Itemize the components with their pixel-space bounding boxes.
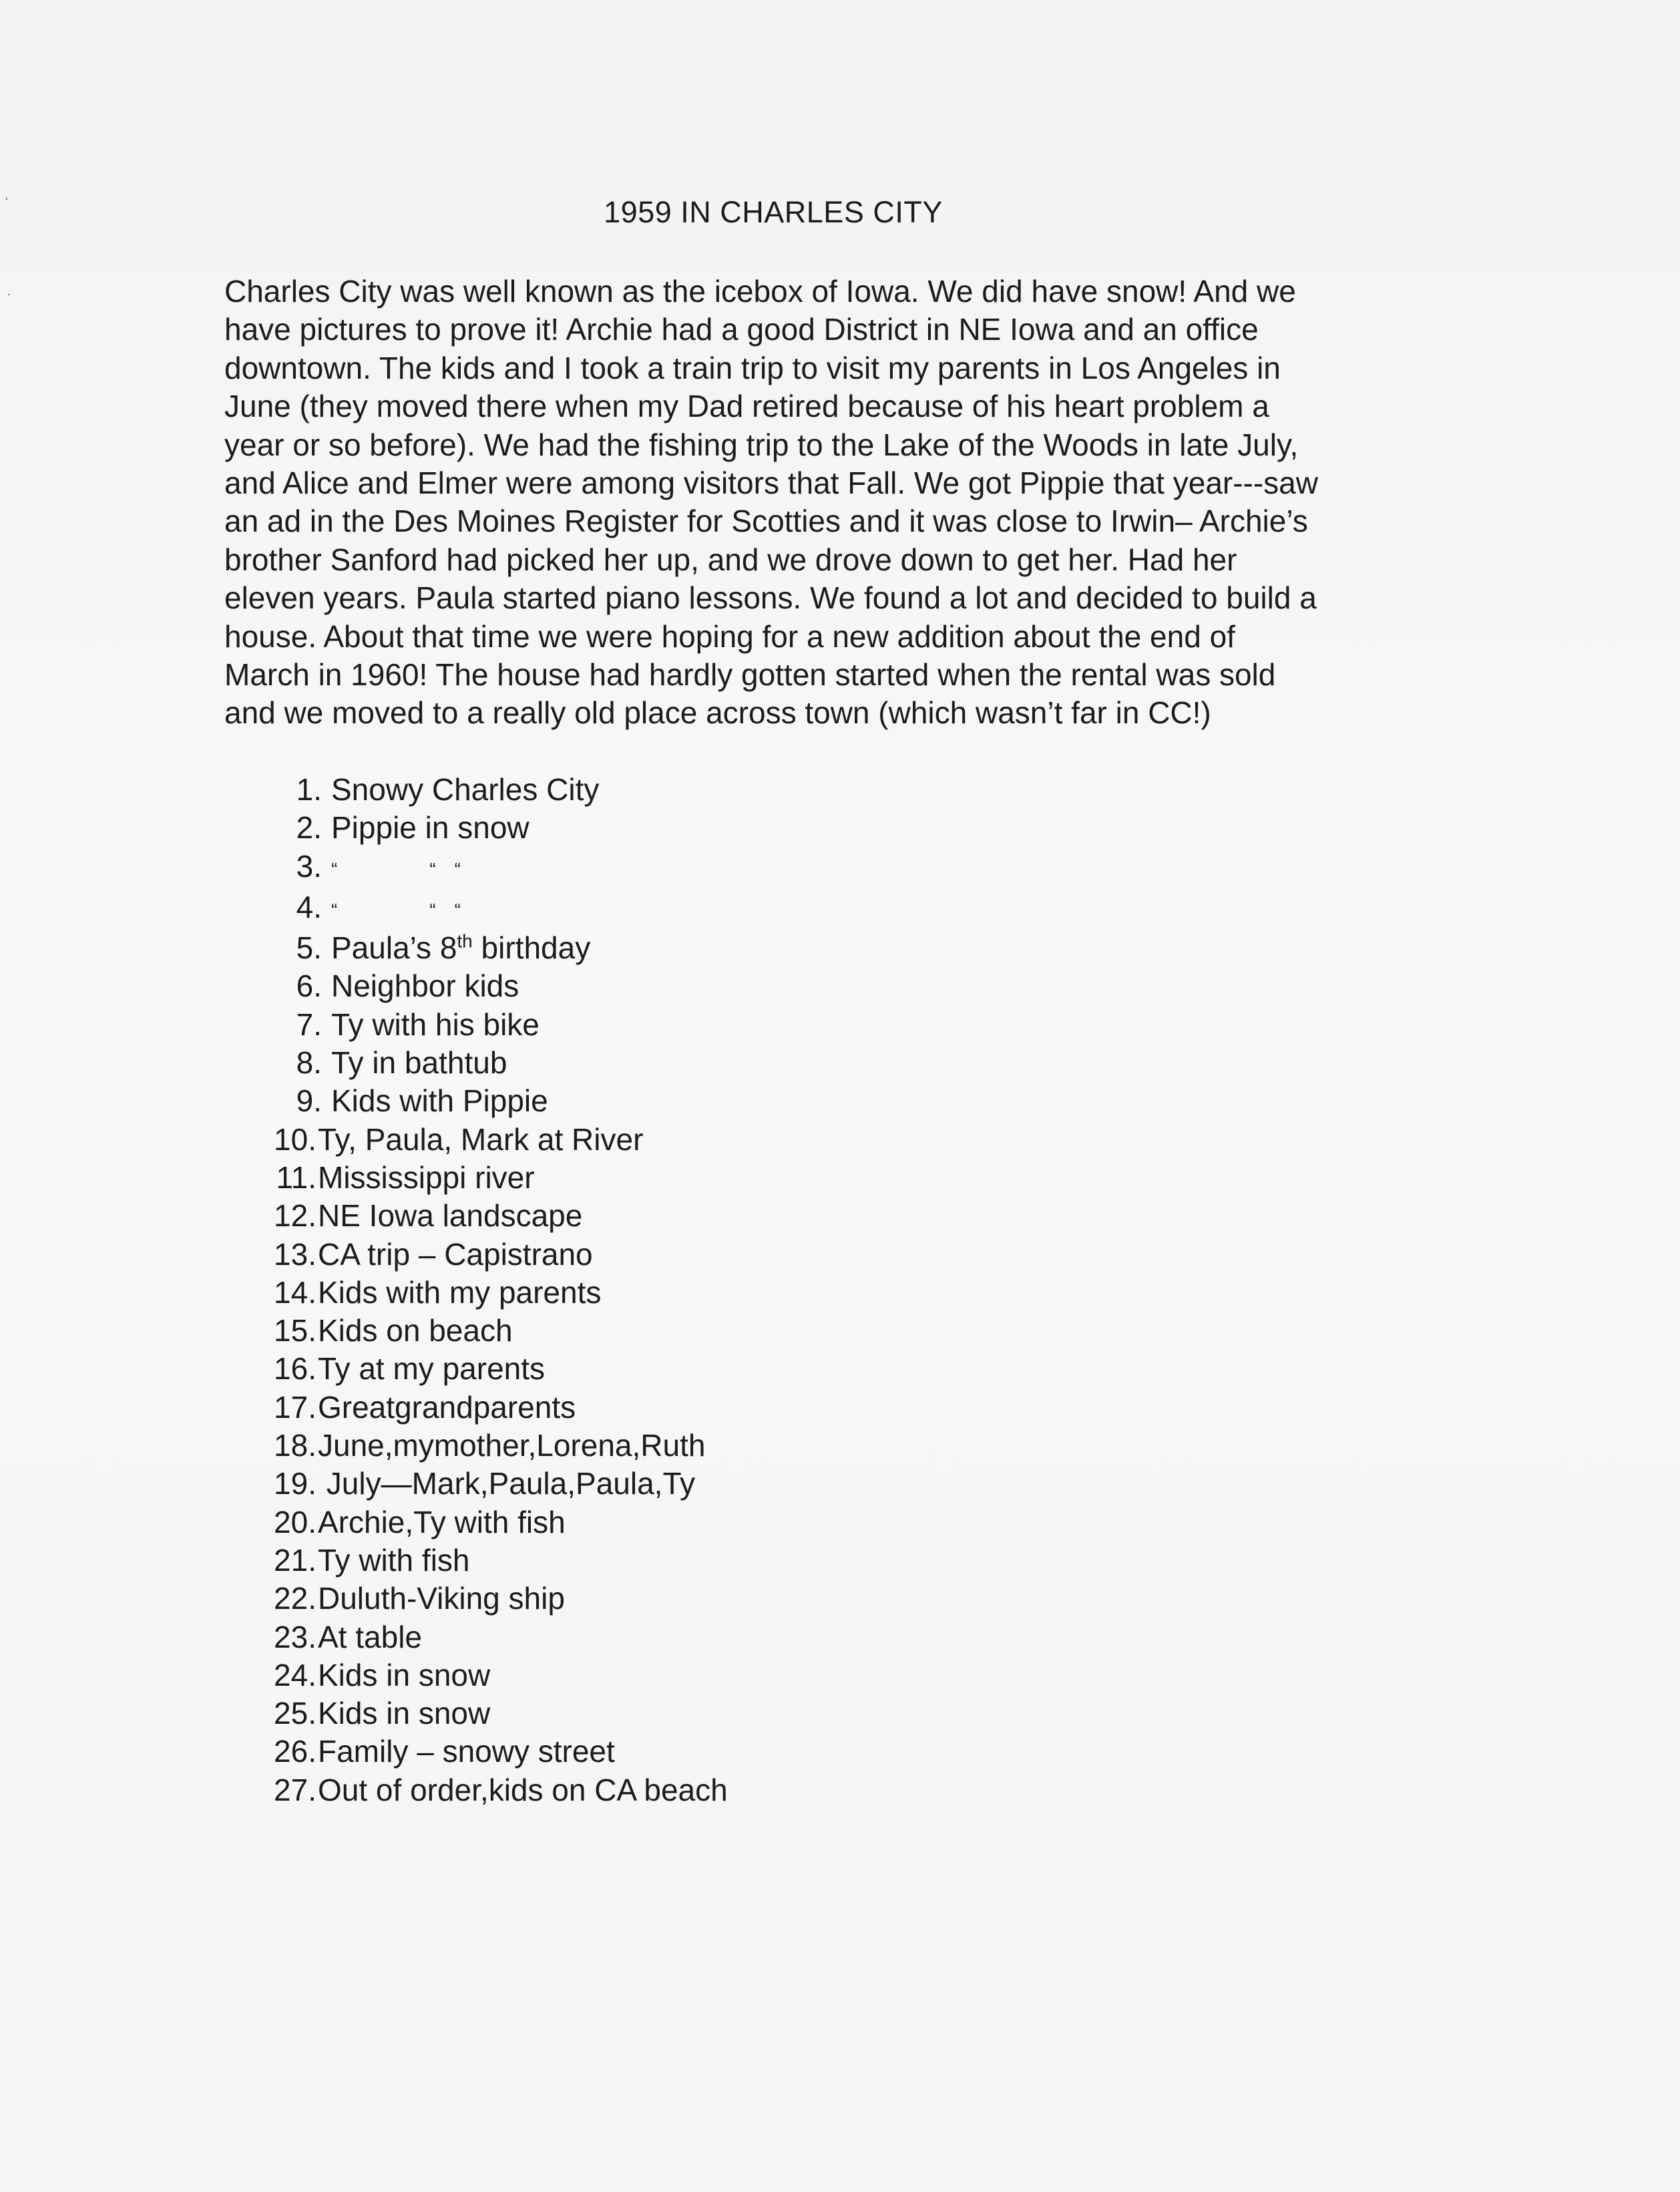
list-item xyxy=(267,1121,728,1159)
list-text: CA trip – Capistrano xyxy=(318,1236,593,1272)
ditto-mark: “ xyxy=(331,858,338,880)
list-number: 5. xyxy=(296,930,322,966)
list-item xyxy=(267,1694,728,1732)
list-number: 9. xyxy=(296,1083,322,1119)
list-number: 16. xyxy=(274,1351,317,1387)
list-number: 2. xyxy=(296,810,322,846)
list-item xyxy=(267,1236,728,1274)
ditto-mark: “ xyxy=(454,858,461,880)
list-item xyxy=(267,1389,728,1427)
list-item xyxy=(267,1197,728,1235)
list-text: Neighbor kids xyxy=(331,968,519,1004)
list-number: 6. xyxy=(296,968,322,1004)
list-number: 25. xyxy=(274,1696,317,1731)
ditto-mark: “ xyxy=(429,899,436,920)
list-text: Kids with my parents xyxy=(318,1274,602,1310)
photo-list xyxy=(267,771,728,1809)
list-number: 22. xyxy=(274,1581,317,1616)
document-title: 1959 IN CHARLES CITY xyxy=(604,195,943,229)
list-item xyxy=(267,1656,728,1694)
list-item xyxy=(267,929,728,967)
list-text: Ty with fish xyxy=(318,1542,470,1578)
list-item xyxy=(267,1465,728,1503)
list-number: 8. xyxy=(296,1045,322,1081)
list-item xyxy=(267,771,728,809)
list-item xyxy=(267,848,728,888)
list-item xyxy=(267,1006,728,1044)
paragraph-line: and Alice and Elmer were among visitors that Fall. We got Pippie that year---saw xyxy=(224,466,1318,501)
list-number: 4. xyxy=(296,889,322,924)
list-number: 20. xyxy=(274,1504,317,1539)
list-number: 11. xyxy=(276,1159,317,1195)
paragraph-line: house. About that time we were hoping for a new addition about the end of xyxy=(224,618,1235,654)
list-text xyxy=(331,929,590,967)
list-item xyxy=(267,809,728,847)
list-text: June,mymother,Lorena,Ruth xyxy=(318,1428,706,1463)
list-number: 12. xyxy=(274,1198,317,1234)
list-item xyxy=(267,1274,728,1312)
ditto-mark: “ xyxy=(454,899,461,920)
list-number: 18. xyxy=(274,1428,317,1463)
list-item xyxy=(267,1503,728,1541)
paragraph-line: have pictures to prove it! Archie had a good District in NE Iowa and an office xyxy=(224,312,1259,347)
paragraph-line: March in 1960! The house had hardly gotten started when the rental was sold xyxy=(224,657,1276,693)
list-number: 1. xyxy=(296,772,322,807)
list-item xyxy=(267,1159,728,1197)
list-item xyxy=(267,888,728,929)
list-item xyxy=(267,1618,728,1656)
list-item xyxy=(267,1350,728,1388)
list-item xyxy=(267,1082,728,1120)
list-text: Greatgrandparents xyxy=(318,1389,576,1425)
list-text-part: Paula’s 8 xyxy=(331,930,457,966)
list-item xyxy=(267,1044,728,1082)
list-text: Kids in snow xyxy=(318,1657,491,1692)
paragraph-line: eleven years. Paula started piano lessons. We found a lot and decided to build a xyxy=(224,580,1317,616)
list-number: 13. xyxy=(274,1236,317,1272)
list-text: Kids with Pippie xyxy=(331,1083,548,1119)
list-item xyxy=(267,1541,728,1580)
list-item xyxy=(267,967,728,1005)
list-text: Ty with his bike xyxy=(331,1007,540,1042)
list-text: Snowy Charles City xyxy=(331,772,600,807)
list-text: Ty at my parents xyxy=(318,1351,546,1387)
list-number: 7. xyxy=(296,1007,322,1042)
list-number: 15. xyxy=(274,1313,317,1348)
list-item xyxy=(267,1312,728,1350)
list-text-part: birthday xyxy=(472,930,591,966)
list-text: Kids on beach xyxy=(318,1313,513,1348)
paragraph-line: year or so before). We had the fishing trip to the Lake of the Woods in late July, xyxy=(224,427,1299,462)
paragraph-line: and we moved to a really old place across town (which wasn’t far in CC!) xyxy=(224,695,1211,731)
list-text: Out of order,kids on CA beach xyxy=(318,1772,728,1807)
list-number: 3. xyxy=(296,848,322,884)
list-item xyxy=(267,1771,728,1809)
list-number: 24. xyxy=(274,1657,317,1692)
ordinal-suffix: th xyxy=(457,930,473,952)
list-number: 26. xyxy=(274,1734,317,1769)
list-text: At table xyxy=(318,1619,422,1654)
paragraph-line: downtown. The kids and I took a train trip to visit my parents in Los Angeles in xyxy=(224,350,1281,385)
list-text: Duluth-Viking ship xyxy=(318,1581,565,1616)
list-number: 10. xyxy=(274,1121,317,1157)
list-item xyxy=(267,1427,728,1465)
paragraph-line: brother Sanford had picked her up, and we drove down to get her. Had her xyxy=(224,542,1237,577)
scan-speck: ‘ xyxy=(5,195,8,208)
ditto-mark: “ xyxy=(331,899,338,920)
list-text: Archie,Ty with fish xyxy=(318,1504,566,1539)
list-number: 14. xyxy=(274,1274,317,1310)
list-text: Family – snowy street xyxy=(318,1734,615,1769)
ditto-mark: “ xyxy=(429,858,436,880)
list-number: 17. xyxy=(274,1389,317,1425)
list-number: 19. xyxy=(274,1466,317,1501)
list-text: NE Iowa landscape xyxy=(318,1198,583,1234)
paragraph-line: Charles City was well known as the icebox of Iowa. We did have snow! And we xyxy=(224,274,1296,309)
scan-speck: · xyxy=(7,287,11,301)
list-item xyxy=(267,1732,728,1771)
paragraph-line: an ad in the Des Moines Register for Scotties and it was close to Irwin– Archie’s xyxy=(224,504,1308,539)
list-number: 27. xyxy=(274,1772,317,1807)
list-text: Ty in bathtub xyxy=(331,1045,507,1081)
list-text: Mississippi river xyxy=(318,1159,535,1195)
body-paragraph xyxy=(224,272,1513,733)
list-text: Ty, Paula, Mark at River xyxy=(318,1121,644,1157)
list-number: 21. xyxy=(274,1542,317,1578)
list-text: Pippie in snow xyxy=(331,810,530,846)
list-text: July—Mark,Paula,Paula,Ty xyxy=(318,1466,696,1501)
list-number: 23. xyxy=(274,1619,317,1654)
list-item xyxy=(267,1580,728,1618)
paragraph-line: June (they moved there when my Dad retired because of his heart problem a xyxy=(224,389,1269,424)
list-text: Kids in snow xyxy=(318,1696,491,1731)
